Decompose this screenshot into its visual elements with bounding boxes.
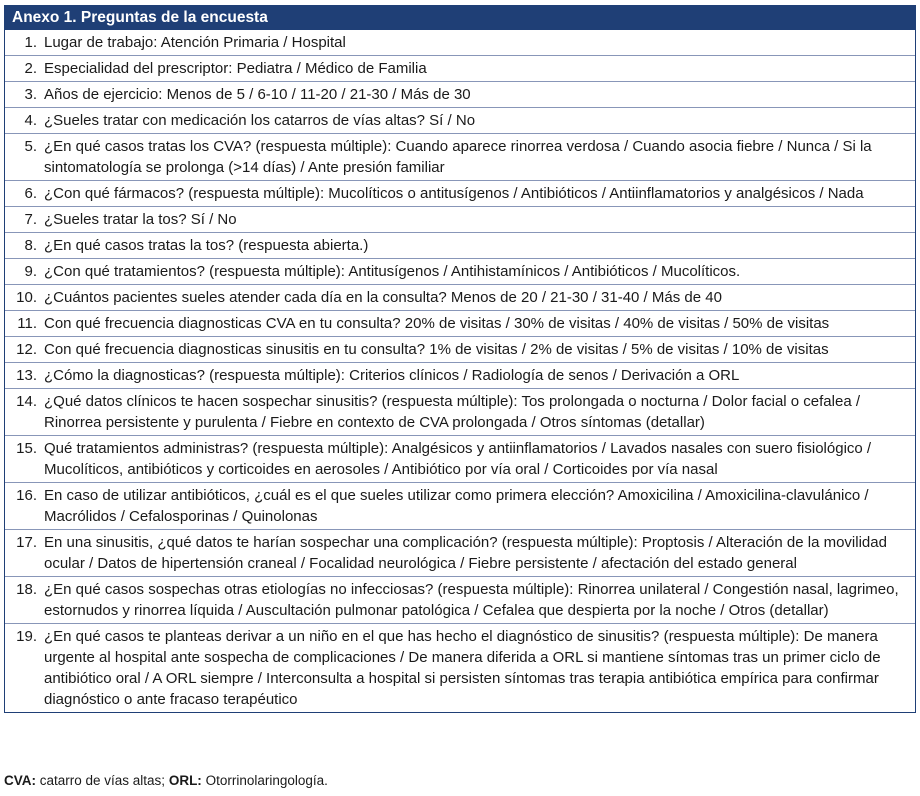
table-body bbox=[5, 30, 915, 712]
table-row bbox=[5, 133, 915, 180]
question-number: 9. bbox=[24, 263, 37, 280]
question-number: 2. bbox=[24, 60, 37, 77]
question-text: ¿Con qué fármacos? (respuesta múltiple): Mucolíticos o antitusígenos / Antibióticos / Antiinflamatorios y analgésicos / Nada bbox=[44, 185, 864, 202]
table-row bbox=[5, 576, 915, 623]
question-text: Años de ejercicio: Menos de 5 / 6-10 / 11-20 / 21-30 / Más de 30 bbox=[44, 86, 471, 103]
table-row bbox=[5, 30, 915, 55]
question-number: 13. bbox=[16, 367, 37, 384]
footnote bbox=[4, 772, 328, 790]
question-text: En caso de utilizar antibióticos, ¿cuál es el que sueles utilizar como primera elección? Amoxicilina / Amoxicilina-clavulánico / Macrólidos / Cefalosporinas / Quinolonas bbox=[44, 487, 869, 525]
footnote-abbr-orl: ORL: bbox=[168, 773, 202, 788]
table-row bbox=[5, 482, 915, 529]
question-text: ¿Sueles tratar con medicación los catarros de vías altas? Sí / No bbox=[44, 112, 476, 129]
question-number: 4. bbox=[24, 112, 37, 129]
footnote-abbr-cva: CVA: bbox=[4, 773, 36, 788]
question-text: ¿Cómo la diagnosticas? (respuesta múltiple): Criterios clínicos / Radiología de senos / Derivación a ORL bbox=[44, 367, 740, 384]
question-number: 18. bbox=[16, 581, 37, 598]
question-text: En una sinusitis, ¿qué datos te harían sospechar una complicación? (respuesta múltiple): Proptosis / Alteración de la movilidad ocular / Datos de hipertensión craneal / Focalidad neurológica / Fiebre persistente / afectación del estado general bbox=[44, 534, 887, 572]
table-row bbox=[5, 107, 915, 133]
question-text: Con qué frecuencia diagnosticas sinusitis en tu consulta? 1% de visitas / 2% de visitas / 5% de visitas / 10% de visitas bbox=[44, 341, 829, 358]
question-text: ¿En qué casos te planteas derivar a un niño en el que has hecho el diagnóstico de sinusitis? (respuesta múltiple): De manera urgente al hospital ante sospecha de complicaciones / De manera diferida a ORL si mantiene síntomas tras un primer ciclo de antibiótico oral / A ORL siempre / Interconsulta a hospital si persisten síntomas tras terapia antibiótica empírica para confirmar diagnóstico o ante fracaso terapéutico bbox=[44, 628, 881, 708]
question-number: 5. bbox=[24, 138, 37, 155]
table-row bbox=[5, 435, 915, 482]
question-text: ¿En qué casos tratas la tos? (respuesta abierta.) bbox=[44, 237, 369, 254]
question-text: ¿Qué datos clínicos te hacen sospechar sinusitis? (respuesta múltiple): Tos prolongada o nocturna / Dolor facial o cefalea / Rinorrea persistente y purulenta / Fiebre en contexto de CVA prolongada / Otros síntomas (detallar) bbox=[44, 393, 860, 431]
question-text: Lugar de trabajo: Atención Primaria / Hospital bbox=[44, 34, 346, 51]
question-number: 8. bbox=[24, 237, 37, 254]
question-text: ¿En qué casos sospechas otras etiologías no infecciosas? (respuesta múltiple): Rinorrea unilateral / Congestión nasal, lagrimeo, estornudos y rinorrea líquida / Auscultación pulmonar patológica / Cefalea que despierta por la noche / Otros (detallar) bbox=[44, 581, 899, 619]
question-number: 16. bbox=[16, 487, 37, 504]
question-number: 11. bbox=[17, 315, 37, 332]
table-row bbox=[5, 55, 915, 81]
question-number: 15. bbox=[16, 440, 37, 457]
table-row bbox=[5, 180, 915, 206]
question-text: ¿Con qué tratamientos? (respuesta múltiple): Antitusígenos / Antihistamínicos / Antibióticos / Mucolíticos. bbox=[44, 263, 741, 280]
question-number: 3. bbox=[24, 86, 37, 103]
table-row bbox=[5, 284, 915, 310]
footnote-def-cva: catarro de vías altas; bbox=[36, 773, 169, 788]
table-row bbox=[5, 362, 915, 388]
table-row bbox=[5, 232, 915, 258]
question-text: ¿En qué casos tratas los CVA? (respuesta múltiple): Cuando aparece rinorrea verdosa / Cuando asocia fiebre / Nunca / Si la sintomatología se prolonga (>14 días) / Ante presión familiar bbox=[44, 138, 872, 176]
question-text: Qué tratamientos administras? (respuesta múltiple): Analgésicos y antiinflamatorios / Lavados nasales con suero fisiológico / Mucolíticos, antibióticos y corticoides en aerosoles / Antibiótico por vía oral / Corticoides por vía nasal bbox=[44, 440, 872, 478]
table-row bbox=[5, 336, 915, 362]
table-row bbox=[5, 388, 915, 435]
table-row bbox=[5, 310, 915, 336]
table-row bbox=[5, 206, 915, 232]
question-text: ¿Sueles tratar la tos? Sí / No bbox=[44, 211, 237, 228]
question-number: 1. bbox=[24, 34, 37, 51]
question-text: ¿Cuántos pacientes sueles atender cada día en la consulta? Menos de 20 / 21-30 / 31-40 / Más de 40 bbox=[44, 289, 722, 306]
question-number: 10. bbox=[16, 289, 37, 306]
survey-table bbox=[4, 5, 916, 713]
question-number: 14. bbox=[16, 393, 37, 410]
question-number: 7. bbox=[24, 211, 37, 228]
question-text: Especialidad del prescriptor: Pediatra / Médico de Familia bbox=[44, 60, 427, 77]
question-number: 12. bbox=[16, 341, 37, 358]
table-row bbox=[5, 623, 915, 712]
footnote-def-orl: Otorrinolaringología. bbox=[201, 773, 328, 788]
question-number: 6. bbox=[24, 185, 37, 202]
table-row bbox=[5, 81, 915, 107]
question-number: 17. bbox=[16, 534, 37, 551]
question-number: 19. bbox=[16, 628, 37, 645]
table-row bbox=[5, 529, 915, 576]
question-text: Con qué frecuencia diagnosticas CVA en tu consulta? 20% de visitas / 30% de visitas / 40% de visitas / 50% de visitas bbox=[44, 315, 830, 332]
table-title: Anexo 1. Preguntas de la encuesta bbox=[5, 6, 915, 30]
table-row bbox=[5, 258, 915, 284]
